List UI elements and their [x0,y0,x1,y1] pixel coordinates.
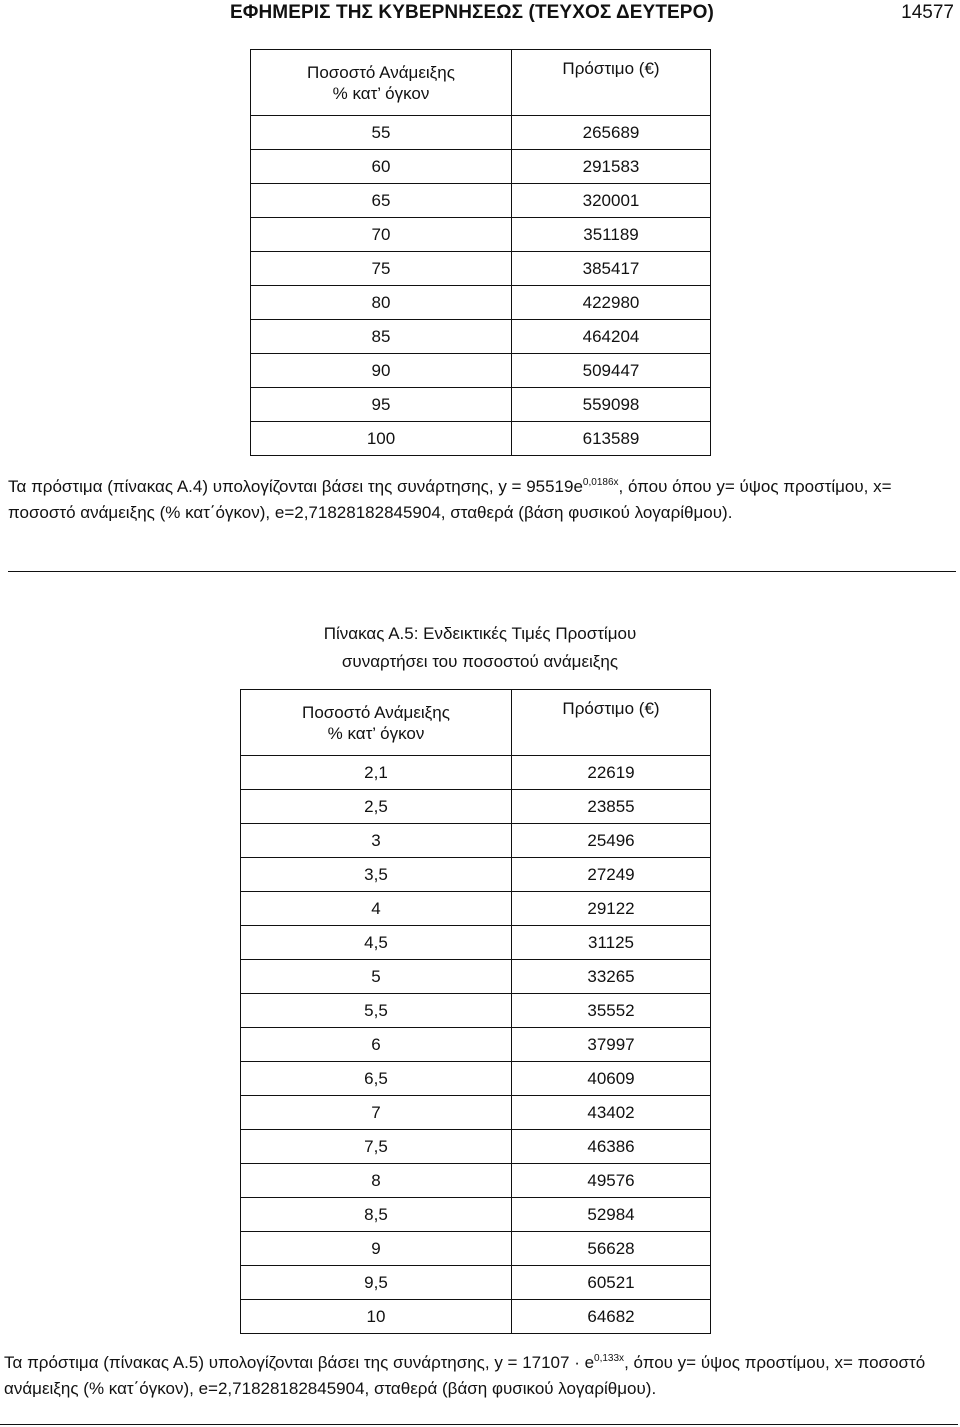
table-row [241,790,711,824]
cell-percentage: 5 [241,960,512,994]
table-row [251,320,711,354]
table-row [241,1198,711,1232]
table-body [251,116,711,456]
table-row [241,1130,711,1164]
cell-percentage: 8,5 [241,1198,512,1232]
cell-percentage: 10 [241,1300,512,1334]
cell-fine: 265689 [512,116,711,150]
table-caption-a5 [0,620,960,676]
cell-percentage: 6,5 [241,1062,512,1096]
cell-fine: 559098 [512,388,711,422]
paragraph-text: Τα πρόστιμα (πίνακας Α.4) υπολογίζονται βάσει της συνάρτησης, y = 95519e [8,477,583,496]
page-number: 14577 [901,2,954,23]
column-header-line: % κατ’ όγκον [332,83,430,103]
table-row [241,1232,711,1266]
cell-percentage: 7 [241,1096,512,1130]
cell-percentage: 100 [251,422,512,456]
cell-percentage: 80 [251,286,512,320]
column-header-line: Ποσοστό Ανάμειξης [302,702,450,722]
table-row [241,994,711,1028]
caption-line: συναρτήσει του ποσοστού ανάμειξης [341,652,619,671]
cell-fine: 52984 [512,1198,711,1232]
table-row [241,756,711,790]
cell-fine: 320001 [512,184,711,218]
table-row [241,824,711,858]
formula-paragraph-a5 [4,1350,958,1402]
column-header-percentage [241,690,512,756]
table-row [241,960,711,994]
cell-percentage: 8 [241,1164,512,1198]
section-divider [0,1424,958,1425]
cell-fine: 40609 [512,1062,711,1096]
cell-fine: 385417 [512,252,711,286]
cell-fine: 60521 [512,1266,711,1300]
cell-percentage: 85 [251,320,512,354]
fine-table-a5 [240,689,711,1334]
cell-percentage: 4,5 [241,926,512,960]
formula-paragraph-a4 [8,474,958,526]
cell-fine: 27249 [512,858,711,892]
cell-fine: 33265 [512,960,711,994]
column-header-line: % κατ’ όγκον [327,723,425,743]
column-header-percentage [251,50,512,116]
cell-percentage: 2,5 [241,790,512,824]
table-row [251,184,711,218]
cell-percentage: 3,5 [241,858,512,892]
cell-percentage: 3 [241,824,512,858]
cell-fine: 49576 [512,1164,711,1198]
cell-percentage: 2,1 [241,756,512,790]
cell-fine: 46386 [512,1130,711,1164]
cell-fine: 64682 [512,1300,711,1334]
table-row [251,354,711,388]
cell-fine: 351189 [512,218,711,252]
cell-percentage: 60 [251,150,512,184]
paragraph-text: , όπου y= ύψος προστίμου, x= ποσοστό ανάμειξης (% κατ΄όγκον), e=2,71828182845904, σταθερά (βάση φυσικού λογαρίθμου). [4,1353,926,1398]
table-row [251,286,711,320]
exponent: 0,133x [594,1353,625,1364]
cell-fine: 422980 [512,286,711,320]
fine-table-a4 [250,49,711,456]
section-divider [8,571,956,572]
table-row [251,252,711,286]
cell-fine: 613589 [512,422,711,456]
cell-percentage: 70 [251,218,512,252]
cell-percentage: 75 [251,252,512,286]
table-row [251,388,711,422]
cell-fine: 23855 [512,790,711,824]
cell-percentage: 9,5 [241,1266,512,1300]
cell-percentage: 4 [241,892,512,926]
column-header-fine: Πρόστιμο (€) [512,690,711,756]
table-row [241,1300,711,1334]
gazette-title: ΕΦΗΜΕΡΙΣ ΤΗΣ ΚΥΒΕΡΝΗΣΕΩΣ (ΤΕΥΧΟΣ ΔΕΥΤΕΡΟ) [230,2,714,23]
cell-percentage: 90 [251,354,512,388]
table-header-row [241,690,711,756]
table-row [251,218,711,252]
table-row [241,1062,711,1096]
cell-percentage: 5,5 [241,994,512,1028]
caption-line: Πίνακας Α.5: Ενδεικτικές Τιμές Προστίμου [323,624,637,643]
cell-percentage: 95 [251,388,512,422]
table-row [241,926,711,960]
cell-fine: 291583 [512,150,711,184]
column-header-fine: Πρόστιμο (€) [512,50,711,116]
table-row [241,1164,711,1198]
cell-percentage: 9 [241,1232,512,1266]
table-row [251,116,711,150]
cell-fine: 37997 [512,1028,711,1062]
cell-fine: 509447 [512,354,711,388]
cell-percentage: 65 [251,184,512,218]
cell-fine: 56628 [512,1232,711,1266]
cell-fine: 43402 [512,1096,711,1130]
column-header-line: Ποσοστό Ανάμειξης [307,62,455,82]
table-row [251,422,711,456]
page-header [0,0,960,28]
cell-fine: 25496 [512,824,711,858]
table-header-row [251,50,711,116]
table-row [241,858,711,892]
cell-fine: 31125 [512,926,711,960]
table-row [241,1266,711,1300]
cell-fine: 22619 [512,756,711,790]
table-row [251,150,711,184]
cell-fine: 29122 [512,892,711,926]
paragraph-text: Τα πρόστιμα (πίνακας Α.5) υπολογίζονται βάσει της συνάρτησης, y = 17107 · e [4,1353,595,1372]
table-row [241,892,711,926]
cell-percentage: 7,5 [241,1130,512,1164]
cell-fine: 464204 [512,320,711,354]
cell-percentage: 55 [251,116,512,150]
cell-fine: 35552 [512,994,711,1028]
exponent: 0,0186x [582,477,619,488]
paragraph-text: , όπου όπου y= ύψος προστίμου, x= ποσοστό ανάμειξης (% κατ΄όγκον), e=2,71828182845904, σταθερά (βάση φυσικού λογαρίθμου). [8,477,892,522]
table-row [241,1028,711,1062]
table-body [241,756,711,1334]
cell-percentage: 6 [241,1028,512,1062]
table-row [241,1096,711,1130]
